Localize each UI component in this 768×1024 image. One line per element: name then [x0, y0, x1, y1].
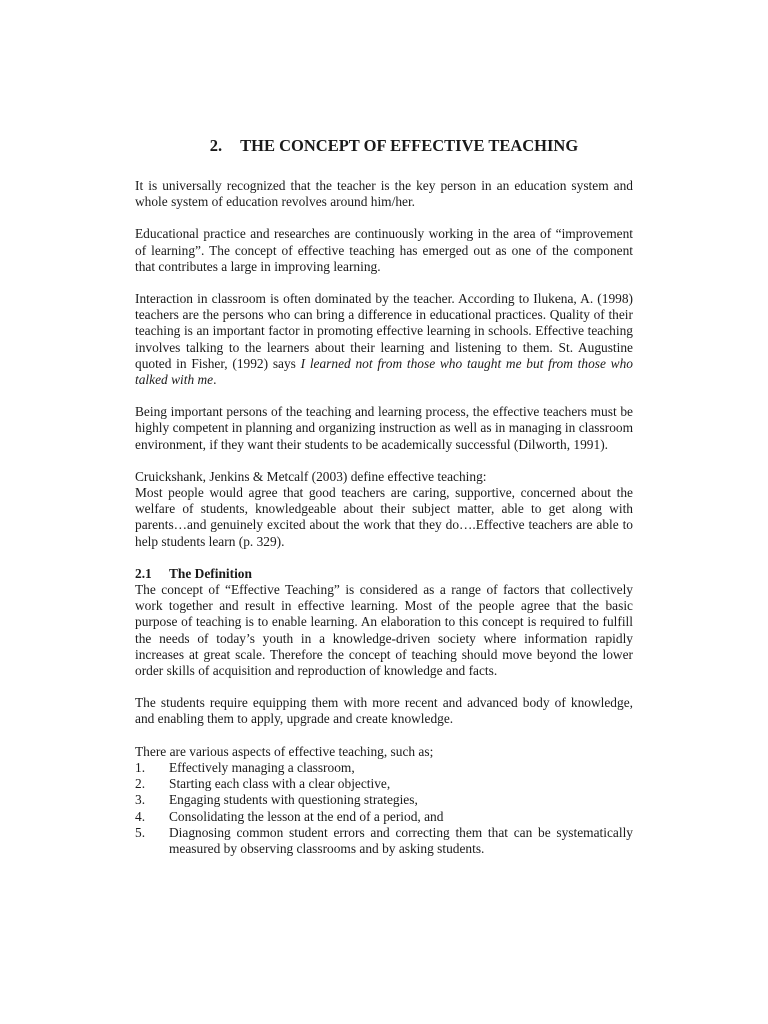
list-item-text: Engaging students with questioning strategies, — [169, 792, 418, 808]
list-item-number: 2. — [135, 776, 146, 792]
list-item-text: Diagnosing common student errors and correcting them that can be systematically measured by observing classrooms and by asking students. — [169, 824, 633, 856]
paragraph-3 — [135, 291, 633, 388]
list-item — [135, 760, 633, 776]
list-item — [135, 825, 633, 857]
paragraph-2: Educational practice and researches are continuously working in the area of “improvement of learning”. The concept of effective teaching has emerged out as one of the component that contributes a large in improving learning. — [135, 226, 633, 274]
list-item-number: 4. — [135, 808, 146, 824]
section-heading — [135, 566, 633, 582]
section-paragraph-1: The concept of “Effective Teaching” is considered as a range of factors that collectively work together and result in effective learning. Most of the people agree that the basic purpose of teaching is to enable learning. An elaboration to this concept is required to fulfill the needs of today’s youth in a knowledge-driven society where information rapidly increases at great scale. Therefore the concept of teaching should move beyond the lower order skills of acquisition and reproduction of knowledge and facts. — [135, 582, 633, 679]
augustine-quote: I learned not from those who taught me but from those who talked with me — [135, 355, 633, 388]
list-item — [135, 792, 633, 808]
chapter-number: 2. — [209, 136, 223, 155]
document-page — [135, 136, 633, 857]
list-intro: There are various aspects of effective teaching, such as; — [135, 743, 434, 759]
paragraph-3-end: . — [213, 372, 217, 388]
section-title: The Definition — [169, 565, 252, 581]
list-item-number: 3. — [135, 792, 146, 808]
paragraph-5-intro: Cruickshank, Jenkins & Metcalf (2003) define effective teaching: — [135, 468, 487, 484]
list-item-number: 1. — [135, 759, 146, 775]
paragraph-1: It is universally recognized that the teacher is the key person in an education system and whole system of education revolves around him/her. — [135, 178, 633, 210]
list-item-text: Consolidating the lesson at the end of a period, and — [169, 808, 444, 824]
list-item-number: 5. — [135, 824, 146, 840]
chapter-heading — [135, 136, 633, 156]
list-item — [135, 809, 633, 825]
list-item — [135, 776, 633, 792]
list-item-text: Starting each class with a clear objective, — [169, 776, 391, 792]
chapter-title: THE CONCEPT OF EFFECTIVE TEACHING — [240, 136, 579, 155]
section-paragraph-2: The students require equipping them with more recent and advanced body of knowledge, and enabling them to apply, upgrade and create knowledge. — [135, 695, 633, 727]
section-number: 2.1 — [135, 565, 152, 581]
paragraph-5-quote: Most people would agree that good teachers are caring, supportive, concerned about the welfare of students, knowledgeable about their subject matter, able to get along with parents…and genuinely excited about the work that they do….Effective teachers are able to help students learn (p. 329). — [135, 485, 633, 549]
paragraph-3-text: Interaction in classroom is often dominated by the teacher. According to Ilukena, A. (1998) teachers are the persons who can bring a difference in educational practices. Quality of their teaching is an important factor in promoting effective learning in schools. Effective teaching involves talking to the learners about their learning and listening to them. St. Augustine quoted in Fisher, (1992) says — [135, 291, 633, 371]
aspects-list — [135, 760, 633, 857]
paragraph-4: Being important persons of the teaching and learning process, the effective teachers must be highly competent in planning and organizing instruction as well as in managing in classroom environment, if they want their students to be academically successful (Dilworth, 1991). — [135, 404, 633, 452]
list-item-text: Effectively managing a classroom, — [169, 759, 355, 775]
